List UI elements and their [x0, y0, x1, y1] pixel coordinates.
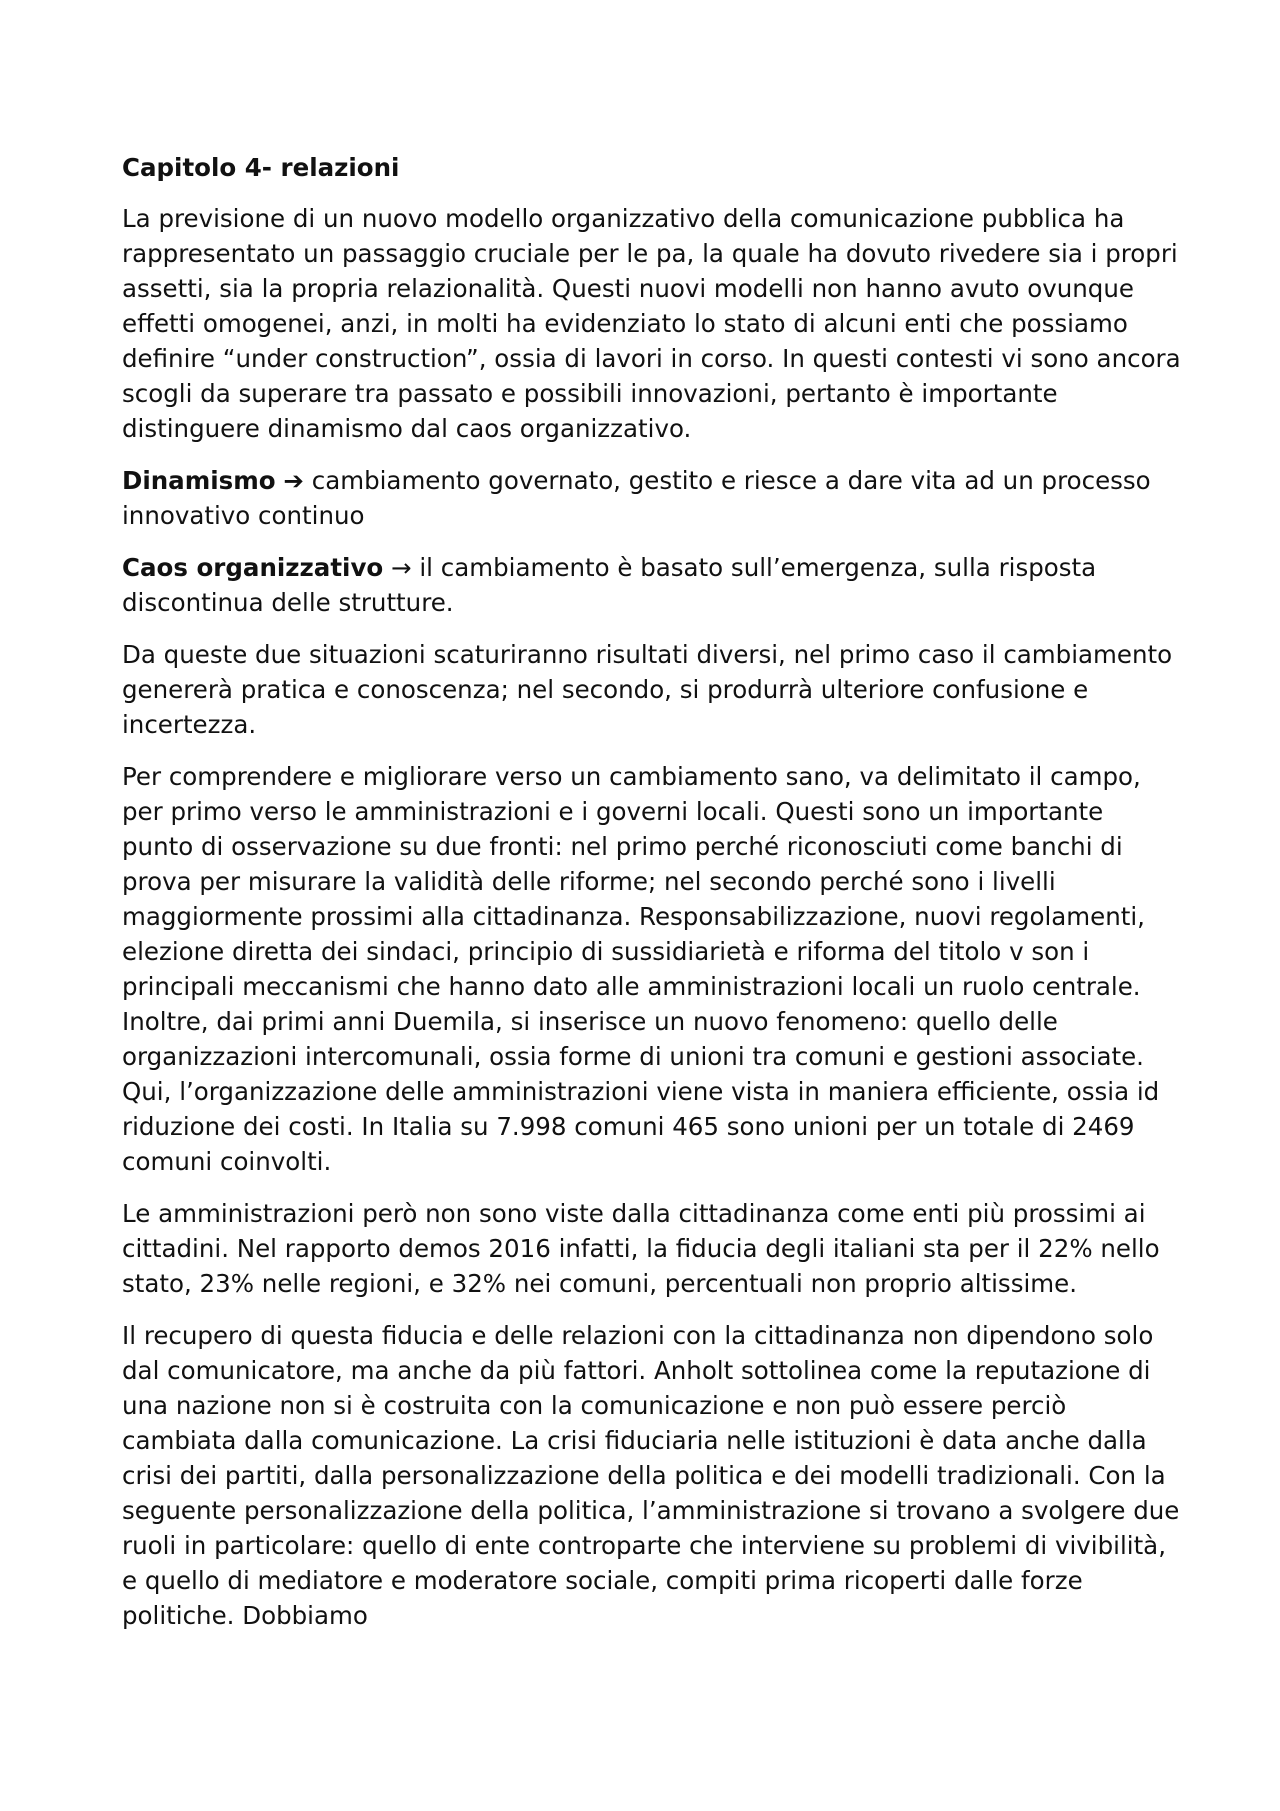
arrow-icon: ➔ — [283, 466, 304, 495]
document-body — [122, 150, 1182, 1650]
arrow-icon: → — [391, 553, 412, 582]
paragraph-results: Da queste due situazioni scaturiranno risultati diversi, nel primo caso il cambiamento genererà pratica e conoscenza; nel secondo, si produrrà ulteriore confusione e incertezza. — [122, 640, 1173, 739]
definition-text: cambiamento governato, gestito e riesce a dare vita ad un processo innovativo continuo — [122, 466, 1151, 530]
definition-term: Caos organizzativo — [122, 553, 384, 582]
definition-caos — [122, 550, 1182, 620]
definition-term: Dinamismo — [122, 466, 276, 495]
paragraph-recovery: Il recupero di questa fiducia e delle relazioni con la cittadinanza non dipendono solo dal comunicatore, ma anche da più fattori. Anholt sottolinea come la reputazione di una nazione non si è costruita con la comunicazione e non può essere perciò cambiata dalla comunicazione. La crisi fiduciaria nelle istituzioni è data anche dalla crisi dei partiti, dalla personalizzazione della politica e dei modelli tradizionali. Con la seguente personalizzazione della politica, l’amministrazione si trovano a svolgere due ruoli in particolare: quello di ente controparte che interviene su problemi di vivibilità, e quello di mediatore e moderatore sociale, compiti prima ricoperti dalle forze politiche. Dobbiamo — [122, 1321, 1180, 1630]
definition-text: il cambiamento è basato sull’emergenza, sulla risposta discontinua delle strutture. — [122, 553, 1097, 617]
paragraph-trust: Le amministrazioni però non sono viste dalla cittadinanza come enti più prossimi ai cittadini. Nel rapporto demos 2016 infatti, la fiducia degli italiani sta per il 22% nello stato, 23% nelle regioni, e 32% nei comuni, percentuali non proprio altissime. — [122, 1199, 1160, 1298]
chapter-title: Capitolo 4- relazioni — [122, 153, 400, 182]
paragraph-intro: La previsione di un nuovo modello organizzativo della comunicazione pubblica ha rappresentato un passaggio cruciale per le pa, la quale ha dovuto rivedere sia i propri assetti, sia la propria relazionalità. Questi nuovi modelli non hanno avuto ovunque effetti omogenei, anzi, in molti ha evidenziato lo stato di alcuni enti che possiamo definire “under construction”, ossia di lavori in corso. In questi contesti vi sono ancora scogli da superare tra passato e possibili innovazioni, pertanto è importante distinguere dinamismo dal caos organizzativo. — [122, 204, 1181, 443]
paragraph-local-administrations: Per comprendere e migliorare verso un cambiamento sano, va delimitato il campo, per primo verso le amministrazioni e i governi locali. Questi sono un importante punto di osservazione su due fronti: nel primo perché riconosciuti come banchi di prova per misurare la validità delle riforme; nel secondo perché sono i livelli maggiormente prossimi alla cittadinanza. Responsabilizzazione, nuovi regolamenti, elezione diretta dei sindaci, principio di sussidiarietà e riforma del titolo v son i principali meccanismi che hanno dato alle amministrazioni locali un ruolo centrale. Inoltre, dai primi anni Duemila, si inserisce un nuovo fenomeno: quello delle organizzazioni intercomunali, ossia forme di unioni tra comuni e gestioni associate. Qui, l’organizzazione delle amministrazioni viene vista in maniera efficiente, ossia id riduzione dei costi. In Italia su 7.998 comuni 465 sono unioni per un totale di 2469 comuni coinvolti. — [122, 762, 1160, 1176]
definition-dinamismo — [122, 463, 1182, 533]
